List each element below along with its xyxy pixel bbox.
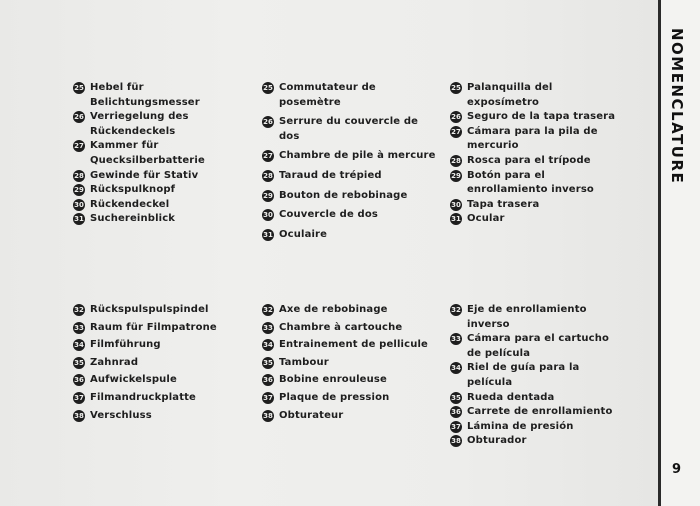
item-label: Tambour	[279, 356, 329, 368]
list-item	[262, 303, 440, 318]
list-item	[73, 303, 241, 318]
item-label: Rosca para el trípode	[467, 154, 591, 166]
item-label: Commutateur de posemètre	[279, 82, 376, 108]
top-german-list	[73, 81, 241, 227]
item-number-badge: 37	[451, 422, 461, 431]
item-number-badge: 33	[74, 323, 84, 332]
item-label: Ocular	[467, 213, 505, 225]
item-number-badge: 26	[263, 118, 273, 127]
list-item	[262, 338, 440, 353]
bottom-german-list	[73, 303, 241, 423]
list-item	[450, 81, 622, 110]
list-item	[73, 183, 241, 198]
item-number-badge: 25	[263, 84, 273, 92]
list-item	[262, 169, 440, 184]
item-label: Chambre à cartouche	[279, 321, 403, 333]
item-number-badge: 30	[74, 200, 84, 209]
list-item	[450, 110, 622, 125]
list-item	[262, 189, 440, 204]
list-item	[450, 405, 625, 420]
list-item	[262, 208, 440, 223]
list-item	[450, 391, 625, 406]
item-label: Rueda dentada	[467, 391, 555, 403]
item-label: Gewinde für Stativ	[90, 169, 199, 181]
list-item	[73, 321, 241, 336]
item-number-badge: 34	[451, 364, 461, 373]
page-number: 9	[672, 462, 682, 477]
list-item	[73, 356, 241, 371]
item-number-badge: 25	[74, 84, 84, 92]
item-number-badge: 34	[74, 341, 84, 350]
item-label: Bobine enrouleuse	[279, 374, 387, 386]
item-label: Tapa trasera	[467, 198, 540, 210]
item-label: Zahnrad	[90, 356, 139, 368]
item-label: Rückendeckel	[90, 198, 170, 210]
item-number-badge: 29	[451, 171, 461, 180]
item-number-badge: 38	[451, 437, 461, 446]
item-number-badge: 36	[74, 376, 84, 385]
list-item	[73, 409, 241, 424]
list-item	[262, 409, 440, 424]
item-number-badge: 34	[263, 341, 273, 350]
item-label: Raum für Filmpatrone	[90, 321, 217, 333]
item-number-badge: 37	[263, 393, 273, 402]
list-item	[450, 361, 625, 390]
item-number-badge: 36	[263, 376, 273, 385]
item-label: Verschluss	[90, 409, 152, 421]
item-label: Lámina de presión	[467, 420, 574, 432]
item-number-badge: 35	[263, 358, 273, 367]
list-item	[262, 356, 440, 371]
section-sidebar	[658, 0, 700, 506]
list-item	[450, 420, 625, 435]
list-item	[73, 391, 241, 406]
item-number-badge: 32	[451, 306, 461, 314]
top-spanish-list	[450, 81, 622, 227]
bottom-spanish-list	[450, 303, 625, 449]
list-item	[262, 81, 440, 110]
item-number-badge: 29	[263, 191, 273, 200]
list-item	[262, 228, 440, 243]
list-item	[73, 198, 241, 213]
item-number-badge: 30	[451, 200, 461, 209]
item-number-badge: 36	[451, 408, 461, 417]
item-label: Oculaire	[279, 228, 328, 240]
list-item	[73, 169, 241, 184]
item-number-badge: 27	[74, 142, 84, 151]
item-number-badge: 32	[263, 306, 273, 314]
item-label: Chambre de pile à mercure	[279, 150, 436, 162]
list-item	[73, 139, 241, 168]
item-label: Botón para el enrollamiento inverso	[467, 169, 594, 196]
item-number-badge: 29	[74, 186, 84, 195]
list-item	[450, 125, 622, 154]
item-number-badge: 28	[74, 171, 84, 180]
list-item	[73, 110, 241, 139]
item-label: Suchereinblick	[90, 213, 176, 225]
list-item	[450, 198, 622, 213]
list-item	[262, 115, 440, 144]
item-number-badge: 25	[451, 84, 461, 92]
list-item	[262, 373, 440, 388]
item-number-badge: 27	[451, 127, 461, 136]
item-label: Eje de enrollamiento inverso	[467, 304, 587, 330]
item-number-badge: 26	[74, 113, 84, 122]
item-label: Bouton de rebobinage	[279, 189, 408, 201]
item-number-badge: 31	[263, 230, 273, 239]
item-label: Palanquilla del exposímetro	[467, 82, 553, 108]
item-number-badge: 27	[263, 152, 273, 161]
item-number-badge: 33	[263, 323, 273, 332]
item-number-badge: 35	[74, 358, 84, 367]
list-item	[262, 149, 440, 164]
item-label: Entrainement de pellicule	[279, 339, 428, 351]
list-item	[262, 321, 440, 336]
list-item	[73, 373, 241, 388]
item-label: Hebel für Belichtungsmesser	[90, 82, 200, 108]
item-number-badge: 33	[451, 335, 461, 344]
item-label: Cámara para la pila de mercurio	[467, 125, 598, 152]
item-label: Axe de rebobinage	[279, 304, 388, 315]
item-label: Riel de guía para la película	[467, 362, 580, 388]
item-number-badge: 38	[74, 411, 84, 420]
item-label: Serrure du couvercle de dos	[279, 116, 419, 142]
top-french-list	[262, 81, 440, 242]
item-label: Obturateur	[279, 409, 344, 421]
list-item	[450, 332, 625, 361]
list-item	[73, 81, 241, 110]
item-number-badge: 30	[263, 211, 273, 220]
item-number-badge: 31	[74, 215, 84, 224]
item-number-badge: 35	[451, 393, 461, 402]
item-number-badge: 26	[451, 113, 461, 122]
item-label: Kammer für Quecksilberbatterie	[90, 140, 205, 166]
item-number-badge: 31	[451, 215, 461, 224]
bottom-french-list	[262, 303, 440, 423]
list-item	[450, 434, 625, 449]
item-number-badge: 37	[74, 393, 84, 402]
item-label: Filmandruckplatte	[90, 391, 196, 403]
list-item	[450, 154, 622, 169]
list-item	[450, 212, 622, 227]
item-number-badge: 38	[263, 411, 273, 420]
item-label: Rückspulspulspindel	[90, 304, 209, 315]
list-item	[450, 303, 625, 332]
list-item	[73, 338, 241, 353]
item-label: Verriegelung des Rückendeckels	[90, 111, 189, 137]
item-label: Seguro de la tapa trasera	[467, 111, 616, 123]
item-number-badge: 28	[263, 171, 273, 180]
list-item	[450, 169, 622, 198]
item-label: Couvercle de dos	[279, 209, 378, 221]
item-number-badge: 28	[451, 156, 461, 165]
list-item	[73, 212, 241, 227]
item-label: Carrete de enrollamiento	[467, 406, 613, 418]
item-label: Obturador	[467, 435, 527, 447]
item-label: Rückspulknopf	[90, 184, 176, 196]
item-label: Aufwickelspule	[90, 374, 177, 386]
item-label: Taraud de trépied	[279, 169, 382, 181]
list-item	[262, 391, 440, 406]
item-number-badge: 32	[74, 306, 84, 314]
item-label: Filmführung	[90, 339, 161, 351]
section-title: NOMENCLATURE	[668, 28, 686, 185]
item-label: Cámara para el cartucho de película	[467, 333, 610, 359]
item-label: Plaque de pression	[279, 391, 390, 403]
